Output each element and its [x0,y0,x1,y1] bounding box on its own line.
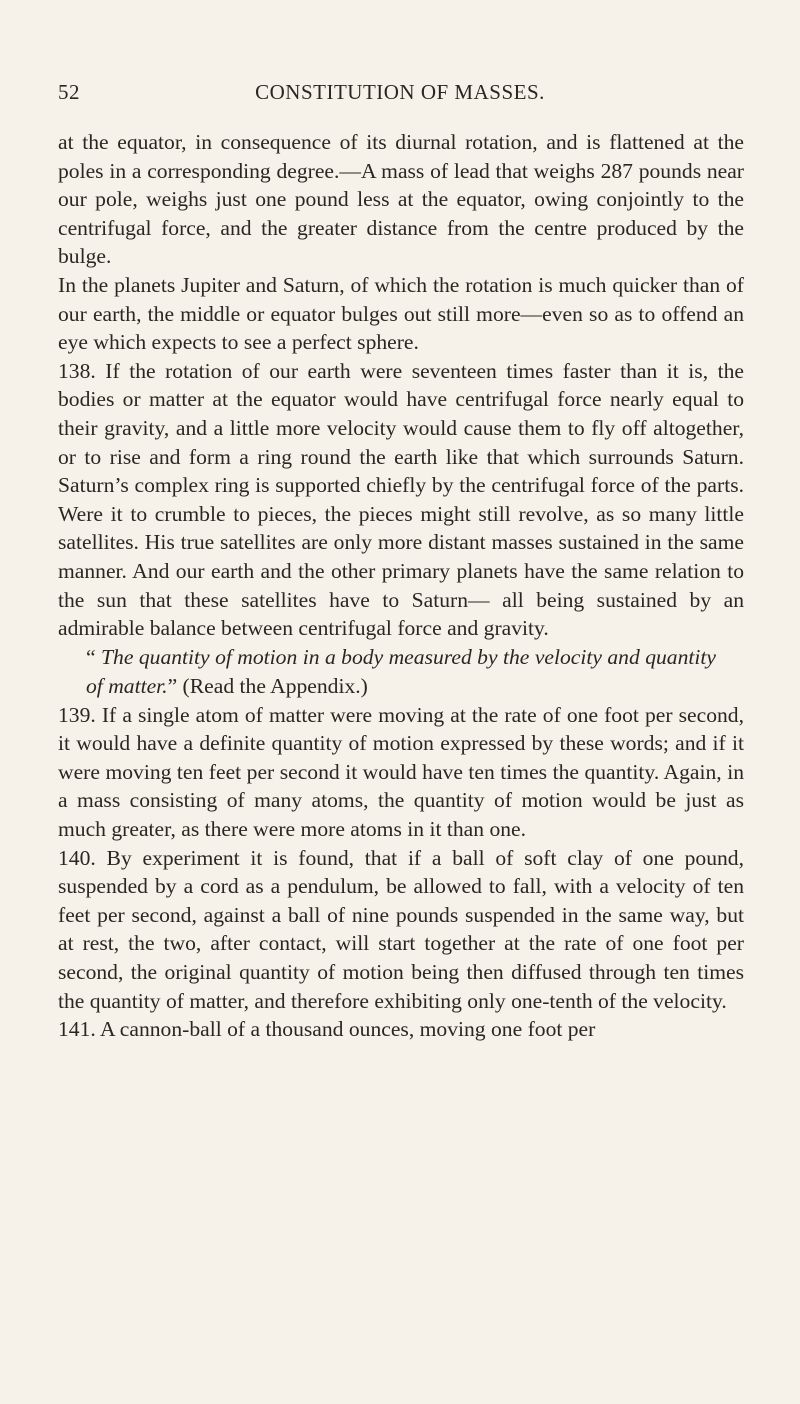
section-quote [58,643,744,701]
page-number: 52 [58,80,80,104]
chapter-title: CONSTITUTION OF MASSES. [255,80,545,104]
body-text [58,128,744,1044]
paragraph-jupiter-saturn: In the planets Jupiter and Saturn, of which the rotation is much quicker than of our earth, the middle or equator bulges out still more—even so as to offend an eye which expects to see a perfect sphere. [58,272,744,355]
paragraph-140: 140. By experiment it is found, that if a ball of soft clay of one pound, suspended by a cord as a pendulum, be allowed to fall, with a velocity of ten feet per second, against a ball of nine pounds suspended in the same way, but at rest, the two, after contact, will start together at the rate of one foot per second, the original quantity of motion being then diffused through ten times the quantity of matter, and therefore exhibiting only one-tenth of the velocity. [58,845,744,1013]
quote-open: “ [86,644,96,669]
paragraph-138: 138. If the rotation of our earth were seventeen times faster than it is, the bodies or matter at the equator would have centrifugal force nearly equal to their gravity, and a little more velocity would cause them to fly off altogether, or to rise and form a ring round the earth like that which surrounds Saturn. Saturn’s complex ring is supported chiefly by the centrifugal force of the parts. Were it to crumble to pieces, the pieces might still revolve, as so many little satellites. His true satellites are only more distant masses sustained in the same manner. And our earth and the other primary planets have the same relation to the sun that these satellites have to Saturn— all being sustained by an admirable balance between centrifugal force and gravity. [58,358,744,641]
paragraph-141: 141. A cannon-ball of a thousand ounces, moving one foot per [58,1017,596,1042]
quote-close: ” (Read the Appendix.) [167,673,368,698]
paragraph-equator-flattening: at the equator, in consequence of its diurnal rotation, and is flattened at the poles in a corresponding degree.—A mass of lead that weighs 287 pounds near our pole, weighs just one pound less at the equator, owing conjointly to the centrifugal force, and the greater distance from the centre produced by the bulge. [58,130,744,269]
quote-italic-text: The quantity of motion in a body measured by the velocity and quantity of matter. [86,644,716,698]
running-head [58,80,742,110]
paragraph-139: 139. If a single atom of matter were moving at the rate of one foot per second, it would have a definite quantity of motion expressed by these words; and if it were moving ten feet per second it would have ten times the quantity. Again, in a mass consisting of many atoms, the quantity of motion would be just as much greater, as there were more atoms in it than one. [58,702,744,842]
